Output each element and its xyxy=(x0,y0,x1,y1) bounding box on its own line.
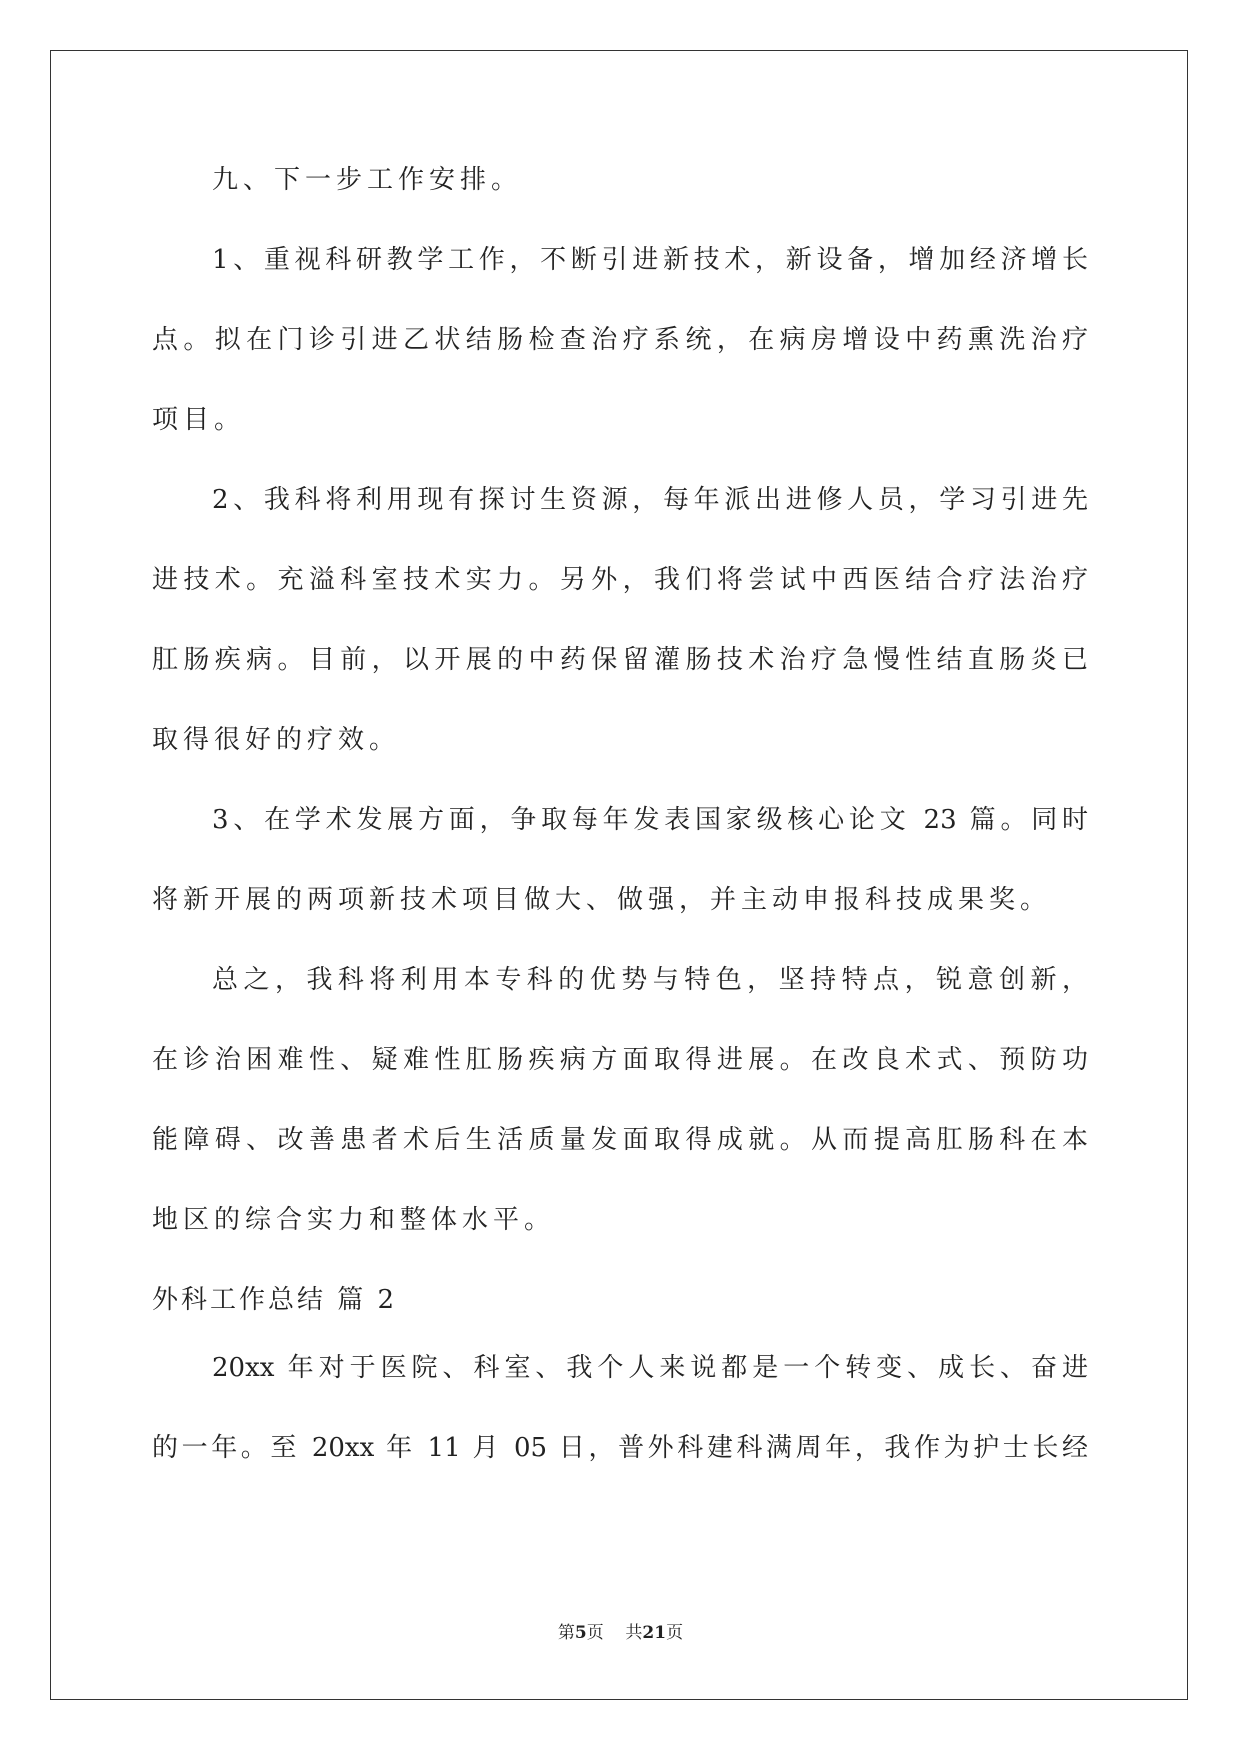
document-body xyxy=(152,160,1088,1508)
article-heading: 外科工作总结 篇 2 xyxy=(152,1285,398,1315)
paragraph-line: 20xx 年对于医院、科室、我个人来说都是一个转变、成长、奋进 xyxy=(212,1353,1088,1383)
paragraph-line: 地区的综合实力和整体水平。 xyxy=(152,1205,556,1235)
paragraph-line: 总之，我科将利用本专科的优势与特色，坚持特点，锐意创新， xyxy=(212,965,1088,995)
paragraph-line: 1、重视科研教学工作，不断引进新技术，新设备，增加经济增长 xyxy=(212,245,1088,275)
paragraph-line: 的一年。至 20xx 年 11 月 05 日，普外科建科满周年，我作为护士长经 xyxy=(152,1433,1088,1463)
paragraph-line: 3、在学术发展方面，争取每年发表国家级核心论文 23 篇。同时 xyxy=(212,805,1088,835)
paragraph-line: 取得很好的疗效。 xyxy=(152,725,401,755)
section-heading: 九、下一步工作安排。 xyxy=(212,165,523,195)
paragraph-line: 进技术。充溢科室技术实力。另外，我们将尝试中西医结合疗法治疗 xyxy=(152,565,1088,595)
footer-middle: 页 共 xyxy=(586,1623,643,1643)
paragraph-line: 点。拟在门诊引进乙状结肠检查治疗系统，在病房增设中药熏洗治疗 xyxy=(152,325,1088,355)
total-pages-number: 21 xyxy=(642,1623,667,1643)
footer-prefix: 第 xyxy=(557,1623,575,1643)
paragraph-line: 2、我科将利用现有探讨生资源，每年派出进修人员，学习引进先 xyxy=(212,485,1088,515)
page-footer xyxy=(0,1618,1241,1643)
paragraph-line: 能障碍、改善患者术后生活质量发面取得成就。从而提高肛肠科在本 xyxy=(152,1125,1088,1155)
paragraph-line: 项目。 xyxy=(152,405,246,435)
paragraph-line: 肛肠疾病。目前，以开展的中药保留灌肠技术治疗急慢性结直肠炎已 xyxy=(152,645,1088,675)
paragraph-line: 在诊治困难性、疑难性肛肠疾病方面取得进展。在改良术式、预防功 xyxy=(152,1045,1088,1075)
paragraph-line: 将新开展的两项新技术项目做大、做强，并主动申报科技成果奖。 xyxy=(152,885,1052,915)
current-page-number: 5 xyxy=(574,1623,587,1643)
footer-suffix: 页 xyxy=(666,1623,684,1643)
